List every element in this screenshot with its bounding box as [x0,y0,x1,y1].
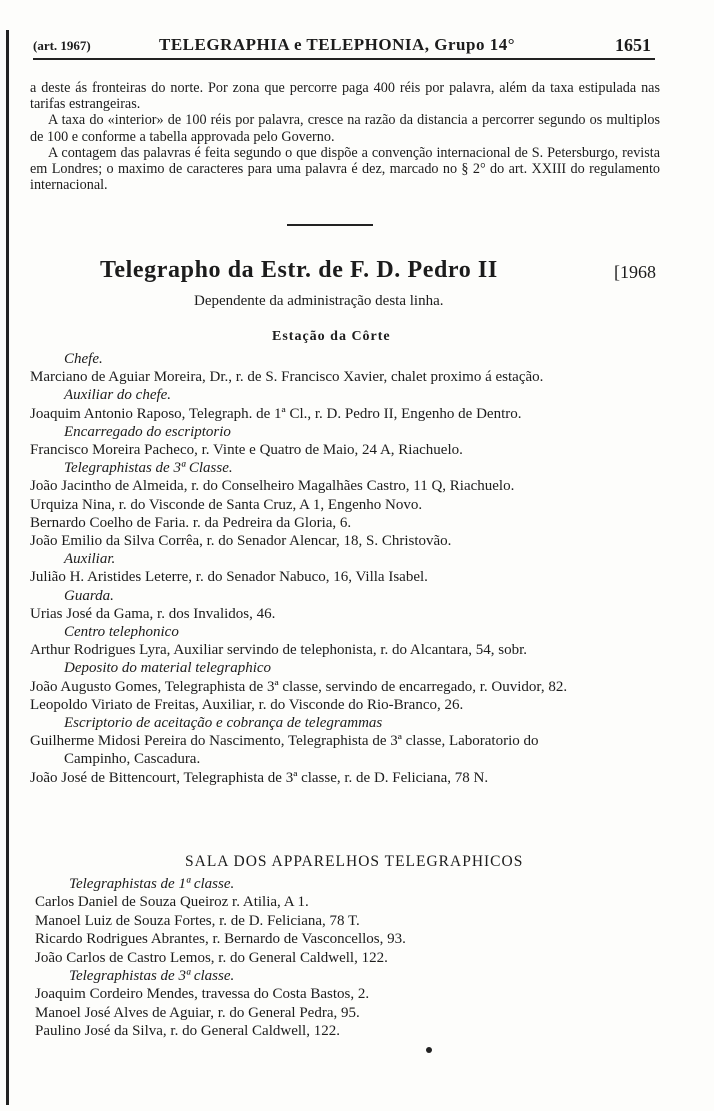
role-heading: Telegraphistas de 1ª classe. [69,876,235,892]
section-subtitle: Dependente da administração desta linha. [194,293,444,309]
page-number: 1651 [615,35,651,55]
page-edge-rule [6,30,9,1105]
staff-entry: Campinho, Cascadura. [64,751,201,768]
staff-entry: João José de Bittencourt, Telegraphista de 3ª classe, r. de D. Feliciana, 78 N. [30,769,489,786]
apparatus-staff-list [35,875,555,1041]
header-article-ref: (art. 1967) [33,38,91,53]
role-heading: Telegraphistas de 3ª classe. [69,968,235,985]
intro-paragraph: A taxa do «interior» de 100 réis por palavra, cresce na razão da distancia a percorrer segundo os multiplos de 100 e conforme a tabella approvada pelo Governo. [30,112,660,145]
staff-entry: Joaquim Antonio Raposo, Telegraph. de 1ª Cl., r. D. Pedro II, Engenho de Dentro. [30,405,522,422]
staff-entry: Manoel José Alves de Aguiar, r. do General Pedra, 95. [35,1004,360,1021]
role-heading: Guarda. [64,587,114,604]
staff-entry: Manoel Luiz de Souza Fortes, r. de D. Feliciana, 78 T. [35,912,360,929]
staff-entry: Urias José da Gama, r. dos Invalidos, 46. [30,605,276,622]
ink-dot [426,1047,432,1053]
intro-paragraph: a deste ás fronteiras do norte. Por zona que percorre paga 400 réis por palavra, além da taxa estipulada nas tarifas estrangeiras. [30,80,660,113]
role-heading: Encarregado do escriptorio [64,423,231,440]
staff-entry: Francisco Moreira Pacheco, r. Vinte e Quatro de Maio, 24 A, Riachuelo. [30,442,463,459]
staff-entry: João Emilio da Silva Corrêa, r. do Senador Alencar, 18, S. Christovão. [30,533,452,550]
staff-entry: Joaquim Cordeiro Mendes, travessa do Costa Bastos, 2. [35,986,370,1003]
staff-entry: Paulino José da Silva, r. do General Caldwell, 122. [35,1023,340,1040]
role-heading: Auxiliar do chefe. [64,387,172,404]
staff-entry: Marciano de Aguiar Moreira, Dr., r. de S. Francisco Xavier, chalet proximo á estação. [30,369,544,386]
role-heading: Chefe. [64,351,103,367]
role-heading: Deposito do material telegraphico [64,660,272,677]
staff-entry: João Jacintho de Almeida, r. do Conselheiro Magalhães Castro, 11 Q, Riachuelo. [30,478,515,495]
staff-entry: Bernardo Coelho de Faria. r. da Pedreira da Gloria, 6. [30,514,352,531]
intro-paragraph: A contagem das palavras é feita segundo o que dispõe a convenção internacional de S. Petersburgo, revista em Londres; o maximo de caracteres para uma palavra é dez, marcado no § 2° do art. XXIII do regulamento internacional. [30,144,660,194]
staff-entry: João Carlos de Castro Lemos, r. do General Caldwell, 122. [35,949,388,966]
role-heading: Telegraphistas de 3ª Classe. [64,460,233,477]
station-heading: Estação da Côrte [272,329,391,344]
section-divider [287,224,373,226]
staff-entry: Arthur Rodrigues Lyra, Auxiliar servindo de telephonista, r. do Alcantara, 54, sobr. [30,642,527,659]
staff-entry: Guilherme Midosi Pereira do Nascimento, Telegraphista de 3ª classe, Laboratorio do [30,733,539,750]
staff-entry: Leopoldo Viriato de Freitas, Auxiliar, r. do Visconde do Rio-Branco, 26. [30,696,464,713]
staff-entry: Julião H. Aristides Leterre, r. do Senador Nabuco, 16, Villa Isabel. [30,569,428,586]
section-title: Telegrapho da Estr. de F. D. Pedro II [100,257,498,283]
role-heading: Centro telephonico [64,624,179,641]
staff-entry: Carlos Daniel de Souza Queiroz r. Atilia, A 1. [35,894,309,911]
staff-entry: Ricardo Rodrigues Abrantes, r. Bernardo de Vasconcellos, 93. [35,931,406,948]
staff-entry: João Augusto Gomes, Telegraphista de 3ª classe, servindo de encarregado, r. Ouvidor, 82. [30,678,568,695]
role-heading: Escriptorio de aceitação e cobrança de telegrammas [64,715,383,732]
intro-text [30,80,660,193]
staff-entry: Urquiza Nina, r. do Visconde de Santa Cruz, A 1, Engenho Novo. [30,496,423,513]
apparatus-room-title: SALA DOS APPARELHOS TELEGRAPHICOS [185,853,524,870]
role-heading: Auxiliar. [64,551,116,568]
page-header [33,34,655,60]
header-title: TELEGRAPHIA e TELEPHONIA, Grupo 14° [159,35,516,54]
staff-list [30,350,670,787]
section-number: [1968 [614,262,656,282]
